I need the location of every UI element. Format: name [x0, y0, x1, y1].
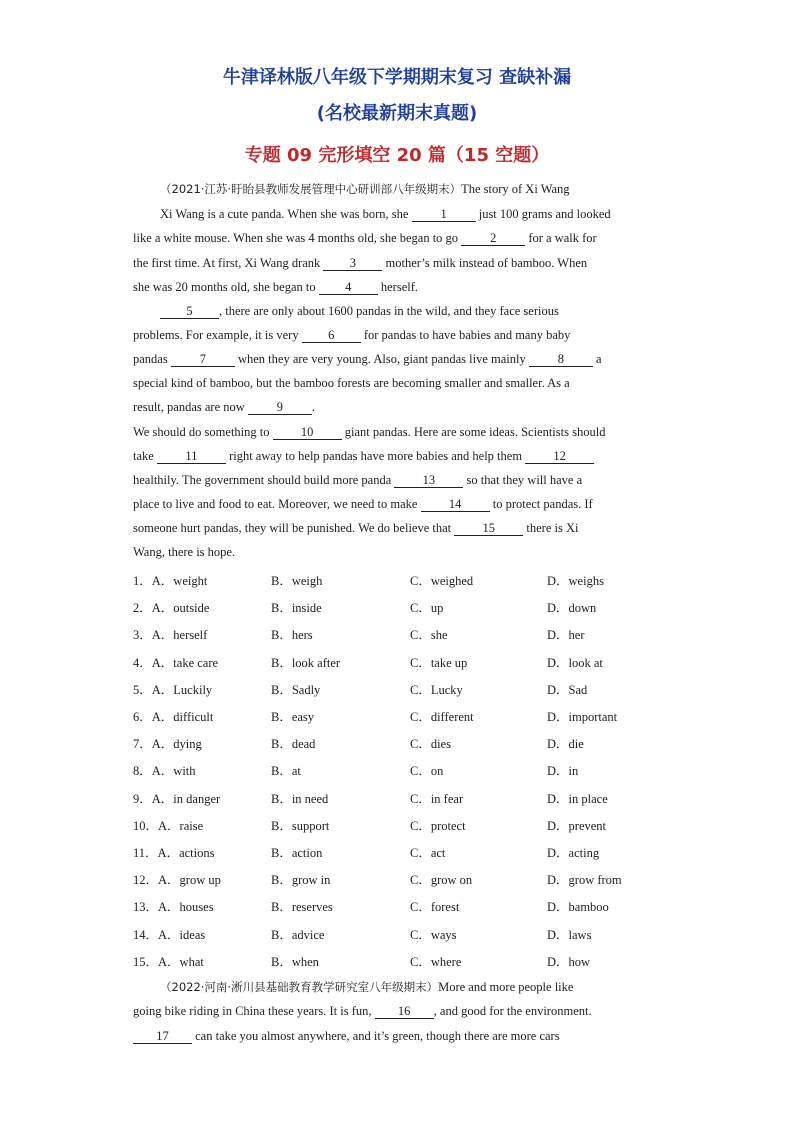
choice-a	[133, 707, 213, 725]
choice-text: A．dying	[151, 737, 202, 752]
choice-a	[133, 789, 220, 807]
choice-d: D．Sad	[547, 682, 588, 697]
choice-d: D．look at	[547, 655, 603, 670]
passage2-source-line: （2022·河南·淅川县基础教育教学研究室八年级期末）More and more people like	[160, 980, 574, 994]
choice-b: B．at	[271, 764, 301, 779]
choice-b: B．hers	[271, 628, 313, 643]
blank-7: 7	[171, 353, 235, 367]
question-number: 5．	[133, 682, 152, 697]
choice-a	[133, 816, 203, 834]
choice-c: C．take up	[410, 655, 468, 670]
choice-a	[133, 571, 207, 589]
choice-b: B．dead	[271, 737, 316, 752]
blank-4: 4	[319, 281, 378, 295]
choice-d: D．important	[547, 710, 618, 724]
passage2-source: （2022·河南·淅川县基础教育教学研究室八年级期末）	[160, 980, 439, 994]
blank-2: 2	[461, 232, 525, 246]
passage-line: healthily. The government should build more panda 13 so that they will have a	[133, 473, 583, 487]
passage-line: Wang, there is hope.	[133, 545, 236, 559]
choice-text: A．actions	[157, 846, 215, 860]
question-number: 1．	[133, 574, 152, 588]
choice-c: C．she	[410, 628, 448, 643]
question-number: 11．	[133, 846, 158, 860]
blank-5: 5	[160, 305, 219, 319]
choice-text: A．herself	[151, 628, 208, 643]
blank-12: 12	[525, 450, 594, 464]
passage-line: 17 can take you almost anywhere, and it’s green, though there are more cars	[133, 1029, 560, 1044]
choice-b: B．when	[271, 954, 319, 969]
topic-title: 专题 09 完形填空 20 篇（15 空题）	[244, 145, 550, 166]
choice-d: D．prevent	[547, 818, 607, 833]
choice-c: C．weighed	[410, 574, 474, 588]
passage-line: result, pandas are now 9 .	[133, 400, 316, 414]
blank-1: 1	[412, 208, 476, 222]
choice-c: C．different	[410, 710, 474, 724]
choice-text: A．Luckily	[151, 682, 213, 697]
choice-text: A．grow up	[158, 873, 221, 888]
blank-9: 9	[248, 401, 312, 415]
question-number: 7．	[133, 737, 152, 752]
choice-b: B．support	[271, 818, 330, 833]
passage1-source-line	[160, 181, 570, 197]
blank-16: 16	[375, 1005, 434, 1019]
blank-11: 11	[157, 450, 226, 464]
passage-line: she was 20 months old, she began to 4 herself.	[133, 280, 419, 294]
blank-13: 13	[394, 474, 463, 488]
choice-c: C．forest	[410, 900, 460, 915]
passage-line: We should do something to 10 giant pandas. Here are some ideas. Scientists should	[133, 425, 606, 439]
choice-a	[133, 761, 196, 779]
choice-d: D．down	[547, 601, 597, 616]
choice-c: C．protect	[410, 818, 466, 833]
blank-10: 10	[273, 426, 342, 440]
blank-6: 6	[302, 329, 361, 343]
question-number: 13．	[133, 900, 159, 915]
choice-text: A．with	[151, 764, 196, 779]
choice-a	[133, 734, 202, 752]
choice-a	[133, 925, 205, 943]
choice-b: B．grow in	[271, 873, 331, 888]
choice-b: B．look after	[271, 655, 341, 670]
choice-c: C．ways	[410, 927, 457, 942]
passage1-source: （2021·江苏·盱眙县教师发展管理中心研训部八年级期末）	[160, 182, 462, 196]
choice-c: C．in fear	[410, 791, 464, 806]
question-number: 4．	[133, 655, 152, 670]
choice-c: C．on	[410, 764, 444, 779]
question-number: 10．	[133, 818, 159, 833]
choice-a	[133, 625, 207, 643]
choice-d: D．weighs	[547, 574, 604, 588]
question-number: 12．	[133, 873, 159, 888]
choice-a	[133, 952, 204, 970]
choice-text: A．raise	[158, 818, 204, 833]
passage-line: Xi Wang is a cute panda. When she was born, she 1 just 100 grams and looked	[160, 207, 611, 221]
passage-line: the first time. At first, Xi Wang drank 3 mother’s milk instead of bamboo. When	[133, 256, 588, 270]
question-number: 3．	[133, 628, 152, 643]
document-subtitle: (名校最新期末真题)	[316, 103, 478, 124]
choice-b: B．advice	[271, 927, 325, 942]
blank-17: 17	[133, 1030, 192, 1044]
choice-text: A．outside	[151, 601, 210, 616]
choice-b: B．reserves	[271, 900, 333, 915]
question-number: 9．	[133, 791, 152, 806]
choice-c: C．up	[410, 601, 444, 616]
choice-text: A．what	[158, 954, 204, 969]
passage-line: going bike riding in China these years. It is fun, 16 , and good for the environment.	[133, 1004, 592, 1018]
passage1-title: The story of Xi Wang	[461, 182, 570, 196]
choice-a	[133, 598, 209, 616]
passage-line: 5 , there are only about 1600 pandas in the wild, and they face serious	[160, 304, 559, 319]
choice-d: D．how	[547, 954, 591, 969]
choice-a	[133, 897, 214, 915]
choice-text: A．take care	[151, 655, 219, 670]
choice-c: C．Lucky	[410, 682, 463, 697]
choice-d: D．in	[547, 764, 579, 779]
choice-a	[133, 653, 218, 671]
choice-a	[133, 870, 221, 888]
blank-3: 3	[323, 257, 382, 271]
choice-text: A．houses	[158, 900, 214, 915]
choice-c: C．where	[410, 954, 462, 969]
document-title: 牛津译林版八年级下学期期末复习 查缺补漏	[222, 67, 572, 88]
choice-d: D．acting	[547, 846, 600, 860]
passage-line: someone hurt pandas, they will be punished. We do believe that 15 there is Xi	[133, 521, 579, 535]
choice-b: B．inside	[271, 601, 322, 616]
choice-d: D．die	[547, 737, 584, 752]
choice-c: C．act	[410, 846, 446, 860]
choice-d: D．grow from	[547, 873, 622, 888]
passage-line: like a white mouse. When she was 4 months old, she began to go 2 for a walk for	[133, 231, 597, 245]
choice-a	[133, 843, 214, 861]
choice-b: B．easy	[271, 710, 315, 724]
choice-a	[133, 680, 212, 698]
choice-text: A．weight	[151, 574, 208, 588]
choice-d: D．in place	[547, 791, 608, 806]
choice-text: A．difficult	[151, 710, 214, 724]
question-number: 2．	[133, 601, 152, 616]
choice-d: D．her	[547, 628, 585, 643]
question-number: 14．	[133, 927, 159, 942]
choice-c: C．grow on	[410, 873, 473, 888]
choice-b: B．in need	[271, 791, 329, 806]
question-number: 8．	[133, 764, 152, 779]
choice-d: D．bamboo	[547, 900, 609, 915]
blank-15: 15	[454, 522, 523, 536]
passage-line: pandas 7 when they are very young. Also, giant pandas live mainly 8 a	[133, 352, 602, 366]
passage-line: place to live and food to eat. Moreover, we need to make 14 to protect pandas. If	[133, 497, 593, 511]
passage-line: problems. For example, it is very 6 for pandas to have babies and many baby	[133, 328, 571, 342]
question-number: 6．	[133, 710, 152, 724]
passage-line: special kind of bamboo, but the bamboo forests are becoming smaller and smaller. As a	[133, 376, 570, 390]
blank-8: 8	[529, 353, 593, 367]
choice-b: B．weigh	[271, 574, 323, 588]
choice-c: C．dies	[410, 737, 451, 752]
choice-b: B．action	[271, 846, 323, 860]
choice-text: A．in danger	[151, 791, 221, 806]
choice-b: B．Sadly	[271, 682, 321, 697]
blank-14: 14	[421, 498, 490, 512]
choice-text: A．ideas	[158, 927, 206, 942]
passage-line: take 11 right away to help pandas have more babies and help them 12	[133, 449, 594, 464]
question-number: 15．	[133, 954, 159, 969]
choice-d: D．laws	[547, 927, 592, 942]
